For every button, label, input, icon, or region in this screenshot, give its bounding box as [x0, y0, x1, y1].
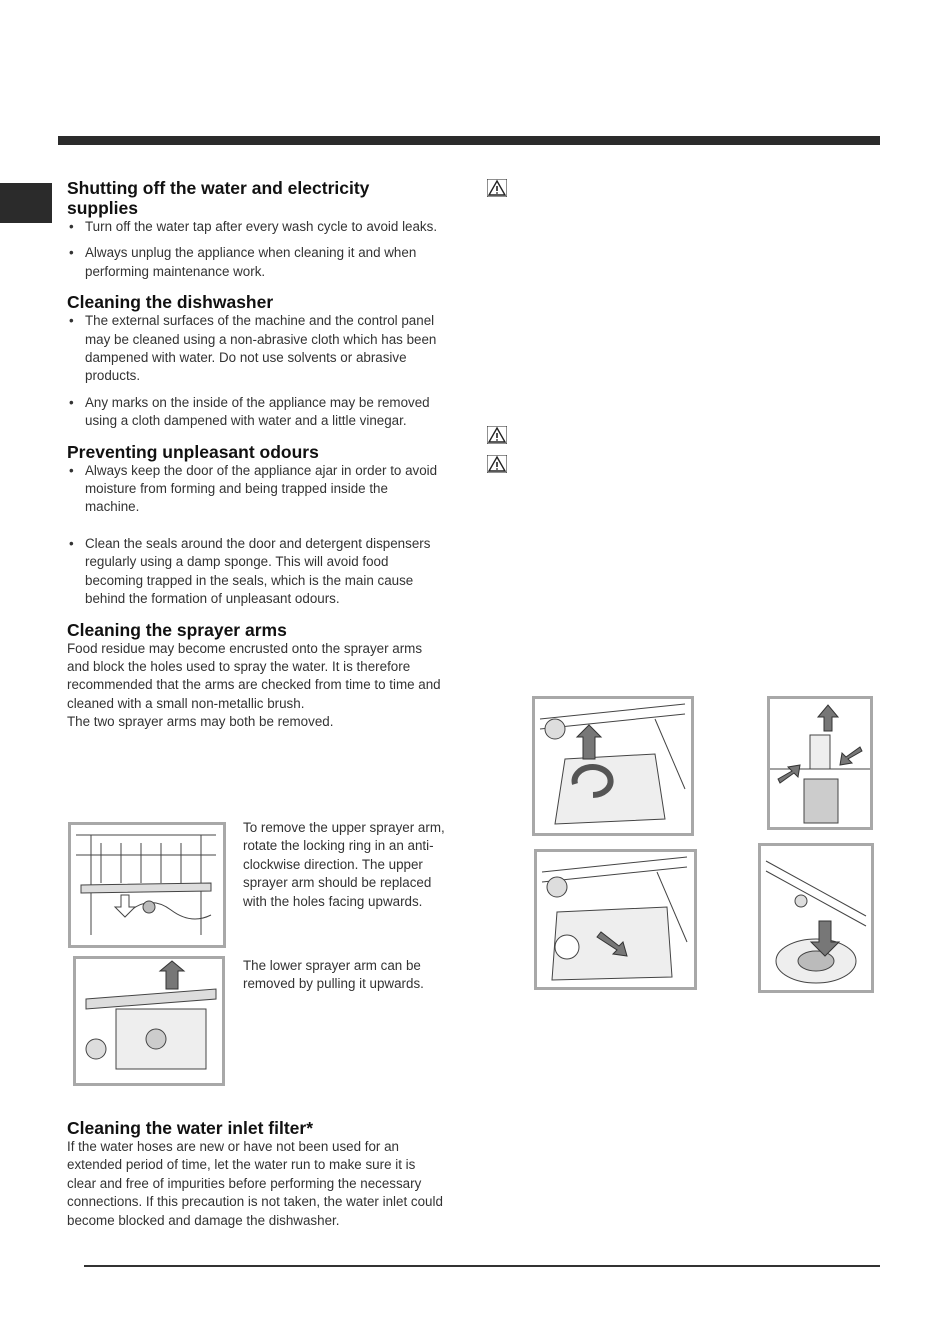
section-title: Cleaning the water inlet filter* — [67, 1118, 314, 1138]
footer-rule — [84, 1265, 880, 1267]
upper-sprayer-arm-figure — [68, 822, 226, 948]
warning-triangle-icon — [487, 426, 507, 444]
section-odours — [67, 442, 445, 609]
header-rule — [58, 136, 880, 145]
left-column — [67, 178, 445, 732]
section-title: Shutting off the water and electricity supplies — [67, 178, 370, 218]
sprayer-intro-2: The two sprayer arms may both be removed. — [67, 714, 334, 730]
bullet-item: • The external surfaces of the machine and the control panel may be cleaned using a non-abrasive cloth which has been dampened with water. Do not use solvents or abrasive products. — [67, 312, 445, 386]
lower-sprayer-text: The lower sprayer arm can be removed by pulling it upwards. — [243, 958, 424, 992]
section-title: Cleaning the dishwasher — [67, 292, 274, 313]
section-sprayer-arms — [67, 620, 445, 732]
bullet-item: • Any marks on the inside of the appliance may be removed using a cloth dampened with water and a little vinegar. — [67, 394, 445, 431]
section-cleaning-dishwasher — [67, 292, 445, 430]
sprayer-intro: Food residue may become encrusted onto the sprayer arms and block the holes used to spray the water. It is therefore recommended that the arms are checked from time to time and cleaned with a small non-metallic brush. — [67, 640, 441, 711]
lower-sprayer-arm-figure — [73, 956, 225, 1086]
upper-sprayer-text: To remove the upper sprayer arm, rotate the locking ring in an anti-clockwise direction. The upper sprayer arm should be replaced with the holes facing upwards. — [243, 820, 445, 909]
filter-rotate-figure — [532, 696, 694, 836]
filter-replace-figure — [758, 843, 874, 993]
bullet-item: • Clean the seals around the door and detergent dispensers regularly using a damp sponge. This will avoid food becoming trapped in the seals, which is the main cause behind the formation of unpleasant odours. — [67, 535, 445, 609]
filter-remove-figure — [534, 849, 697, 990]
warning-triangle-icon — [487, 179, 507, 197]
section-water-electricity — [67, 178, 445, 281]
inlet-filter-body: If the water hoses are new or have not been used for an extended period of time, let the water run to make sure it is clear and free of impurities before performing the necessary connections. If this precaution is not taken, the water inlet could become blocked and damage the dishwasher. — [67, 1139, 443, 1228]
warning-triangle-icon — [487, 455, 507, 473]
bullet-item: • Always keep the door of the appliance ajar in order to avoid moisture from forming and being trapped inside the machine. — [67, 462, 445, 517]
section-title: Cleaning the sprayer arms — [67, 619, 287, 640]
filter-lift-figure — [767, 696, 873, 830]
section-inlet-filter — [67, 1118, 445, 1230]
language-tab — [0, 183, 52, 223]
section-title: Preventing unpleasant odours — [67, 441, 319, 462]
bullet-item: • Turn off the water tap after every wash cycle to avoid leaks. — [67, 218, 445, 236]
bullet-item: • Always unplug the appliance when cleaning it and when performing maintenance work. — [67, 244, 445, 281]
